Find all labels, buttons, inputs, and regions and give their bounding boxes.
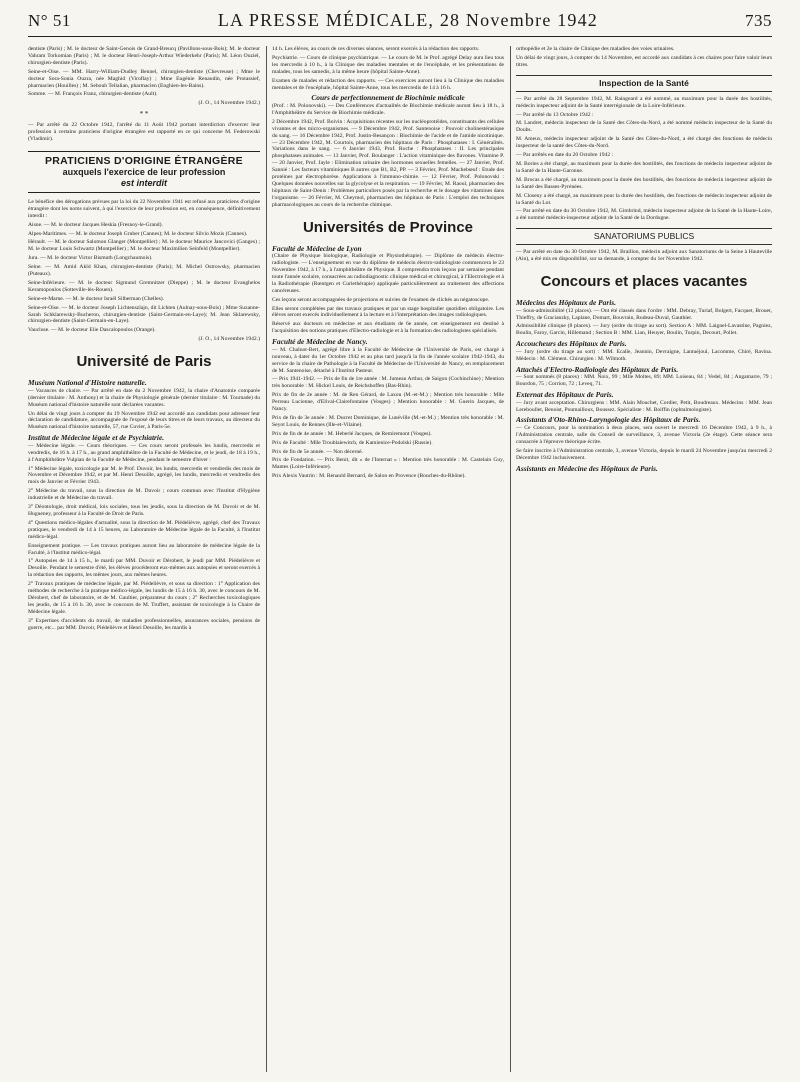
- paragraph: — Par arrêté en date du 30 Octobre 1942, M. Braillon, médecin adjoint aux Sanatoriums de la Seine à Hauteville (Ain), a été mis en disponibilité, sur sa demande, à compter du 1er Novembre 1942.: [516, 249, 772, 263]
- paragraph: Prix de fin de 2e année : M. de Ren Gérard, de Laxou (M.-et-M.) ; Mention très honorable : Mlle Perreau Lucienne, d'Elival-Clairefontaine (Vosges) ; Mention honorable : M. Guerin Jacques, de Nancy.: [272, 392, 504, 413]
- paragraph: — Sous-admissibilité (12 places). — Ont été classés dans l'ordre : MM. Debray, Turiaf, Bolgert, Facquet, Brouet, Thieffry, de Gracianzky, Laplane, Domart, Bouvrain, Rudeau-Duval, Gauthier.: [516, 307, 772, 321]
- subsection-heading: Attachés d'Electro-Radiologie des Hôpitaux de Paris.: [516, 364, 679, 374]
- paragraph: 2° Travaux pratiques de médecine légale, par M. Piédelièvre, et sous sa direction : 1° Application des méthodes de recherche à la pratique médico-légale, les lundis de 15 à 16 h. 30, avec le concours de M. Dérobert, chef de laboratoire, et de M. Gaultier, préparateur du cours ; 2° Recherches toxicologiques les jeudis, de 15 à 16 h. 30, avec le concours de M. Truffert, assistant de toxicologie à la Chaire de Médecine légale.: [28, 581, 260, 615]
- paragraph: Prix de Faculté : Mlle Troublaiewitch, de Kamienice-Podolski (Russie).: [272, 439, 433, 446]
- paragraph: M. Closeny a été chargé, au maximum pour la durée des hostilités, des fonctions de médecin inspecteur adjoint de la Santé du Lot.: [516, 192, 772, 206]
- subsection-heading: Assistants en Médecine des Hôpitaux de Paris.: [516, 463, 658, 473]
- paragraph: — Par arrêté en date du 30 Octobre 1942, M. Gimbrind, médecin inspecteur adjoint de la Santé de la Haute-Loire, a été nommé médecin-inspecteur adjoint de la Santé de la Dordogne.: [516, 208, 772, 222]
- paragraph: Se faire inscrire à l'Administration centrale, 3, avenue Victoria, depuis le mardi 24 Novembre jusqu'au mercredi 2 Décembre 1942 inclusivement.: [516, 447, 772, 461]
- paragraph: orthopédie et 2e la chaire de Clinique des maladies des voies urinaires.: [516, 46, 675, 52]
- paragraph: Seine-et-Oise. — M. le docteur Joseph Lichtenszlajn, dit Lichten (Aulnay-sous-Bois) ; Mme Suzanne-Sarah Schklarewsky-Bucheron, chirurgien-dentiste (Saint-Germain-en-Laye); M. Jean Sklarewsky, chirurgien-dentiste (Saint-Germain-en-Laye).: [28, 304, 260, 325]
- paragraph: Prix de Fondation. — Prix Benit, dit « de l'Internat » : Mention très honorable : M. Castelain Guy, Mantes (Loire-Inférieure).: [272, 457, 504, 471]
- column-right: [516, 46, 772, 1072]
- paragraph: dentiste (Paris) ; M. le docteur de Saint-Genois de Grand-Breucq (Pavillons-sous-Bois); M. le docteur Vahram Torkomian (Paris) ; M. le docteur Henri-Joseph-Arthur Wiederkehr (Paris); M. Léon Ouziel, chirurgien-dentiste (Paris).: [28, 46, 260, 66]
- paragraph: (Prof. : M. Polonovski). — Des Conférences d'actualités de Biochimie médicale auront lieu à 18 h., à l'Amphithéâtre du Service de Biochimie médicale.: [272, 103, 504, 116]
- separator-stars: * *: [139, 110, 149, 119]
- paragraph: — Jury (ordre du tirage au sort) : MM. Ecalle, Jeannin, Devraigne, Lantuéjoul, Lacomme, Chiré, Ravina. Médecin : M. Clément. Chirurgien : M. Wilmoth.: [516, 348, 772, 362]
- paragraph: — Sont nommés (8 places) : MM. Noix, 99 ; Mlle Moltes, 89; MM. Loiseau, 84 ; Vedel, 84 ; Angamarre, 79 ; Bourdon, 75 ; Corrion, 72 ; Leveq, 71.: [516, 374, 772, 388]
- paragraph: Le bénéfice des dérogations prévues par la loi du 22 Novembre 1941 est refusé aux praticiens d'origine étrangère dont les noms suivent, à qui l'exercice de leur profession est, en conséquence, définitivement interdit :: [28, 198, 260, 219]
- paragraph: 2 Décembre 1942, Prof. Boivin : Acquisitions récentes sur les nucléoprotéides, constituants des cellules vivantes et des micro-organismes. — 9 Décembre 1942, Prof. Santenoise : Pouvoir cholinestérasique du sang. — 16 Décembre 1942, Prof. Justin-Besançon : Biochimie de l'acide et de l'amide nicotinique. — 23 Décembre 1942, M. Courtois, pharmacien des hôpitaux de Paris : Phosphatases : I. Généralités. Variations dans le sang. — 6 Janvier 1943, Prof. Roche : Phosphatases : II. Les principales phosphatases animales. — 13 Janvier, Prof. Boulanger : L'action vitaminique des flavones. Vitamine P. — 20 Janvier, Prof. Jayle : Elimination urinaire des hormones sexuelles femelles. — 27 Janvier, Prof. Sannié : Les facteurs vitaminiques B autres que B1, B2, PP. — 3 Février, Prof. Machebœuf : Etude des protéines par électrophorèse. Applications à l'immuno-chimie. — 12 Février, Prof. Polonovski : Quelques données nouvelles sur la glycolyse et la respiration. — 19 Février, M. Raoul, pharmacien des hôpitaux de Saint-Denis : Problèmes particuliers posés par la recherche et le dosage des vitamines dans l'organisme. — 26 Février, M. Cheymol, pharmacien des hôpitaux de Paris : L'emploi des techniques pharmacologiques au cours de la recherche chimique.: [272, 118, 504, 208]
- column-middle: [272, 46, 504, 1072]
- paragraph: Elles seront complétées par des travaux pratiques et par un stage hospitalier quotidien obligatoire. Les élèves seront exercés individuellement à la lecture et à l'interprétation des images radiologiques.: [272, 305, 504, 319]
- paragraph: Hérault. — M. le docteur Salomon Glanger (Montpellier) ; M. le docteur Maurice Jancovici (Ganges) ; M. le docteur Louis Schwartz (Montpellier) ; M. le docteur Maximilien Seinfeld (Montpellier).: [28, 239, 260, 253]
- paragraph: Examen de malades et rédaction des rapports. — Ces exercices auront lieu à la Clinique des maladies mentales et de l'encéphale, hôpital Sainte-Anne, tous les mercredis de 14 à 16 h.: [272, 77, 504, 91]
- section-banner: [28, 151, 260, 193]
- paragraph: Jura. — M. le docteur Victor Bismuth (Longchaumois).: [28, 255, 153, 262]
- paragraph: 1° Médecine légale, toxicologie par M. le Prof. Duvoir, les lundis, mercredis et vendredis des mois de Novembre et Décembre 1942, et par M. Henri Desoille, agrégé, les lundis, mercredis et vendredis des mois de Janvier et Février 1943.: [28, 465, 260, 486]
- paragraph: 3° Déontologie, droit médical, lois sociales, tous les jeudis, sous la direction de M. Duvoir et de M. Hugueney, professeur à la Faculté de Droit de Paris.: [28, 504, 260, 517]
- paragraph: 1° Autopsies de 14 à 15 h., le mardi par MM. Duvoir et Dérobert, le jeudi par MM. Piédelièvre et Desoille. Pendant le semestre d'été, les élèves procéderont eux-mêmes aux autopsies et seront exercés à la rédaction des rapports, les mêmes jours, aux mêmes heures.: [28, 558, 260, 579]
- paragraph: M. Landret, médecin inspecteur de la Santé des Côtes-du-Nord, a été nommé médecin inspecteur de la Santé du Doubs.: [516, 120, 772, 134]
- paragraph: Seine-et-Oise. — MM. Harry-William-Dudley Bennel, chirurgien-dentiste (Chevreuse) ; Mme le docteur Sora-Sonia Ouzra, née Maghid (Viroflay) ; Mme Eugénie Renaudin, née Protassief, pharmacien (Houilles) ; M. Sebouh Tellalian, pharmacien (Enghien-les-Bains).: [28, 68, 260, 89]
- paragraph: Aisne. — M. le docteur Jacques Heskia (Fresnoy-le-Grand).: [28, 221, 163, 228]
- paragraph: — Par arrêté du 22 Octobre 1942, l'arrêté du 11 Août 1942 portant interdiction d'exercer leur profession à certains praticiens d'origine étrangère est rapporté en ce qui concerne M. Federowski (Vladimir).: [28, 122, 260, 142]
- paragraph: 4° Questions médico-légales d'actualité, sous la direction de M. Piédelièvre, agrégé, chef des Travaux pratiques, le vendredi de 14 à 15 heures, au Laboratoire de Médecine légale de la Faculté, à l'Institut médico-légal.: [28, 519, 260, 540]
- paragraph: Prix de fin de 4e année : M. Heberlé Jacques, de Remiremont (Vosges).: [272, 430, 432, 437]
- paragraph: — Ce Concours, pour la nomination à deux places, sera ouvert le mercredi 16 Décembre 1942, à 9 h., à l'Administration centrale, salle du Conseil de surveillance, 3, avenue Victoria (2e étage). Cette séance sera consacrée à l'épreuve théorique écrite.: [516, 425, 772, 445]
- paragraph: Seine-Inférieure. — M. le docteur Sigmund Gremnitzer (Dieppe) ; M. le docteur Evanghelos Keramopoulos (Sotteville-lès-Rouen).: [28, 279, 260, 293]
- source-line: (J. O., 14 Novembre 1942.): [198, 336, 260, 343]
- paragraph: Seine. — M. Amid Akld Khan, chirurgien-dentiste (Paris); M. Michel Ostrowsky, pharmacien (Puteaux).: [28, 264, 260, 278]
- banner-subtitle: auxquels l'exercice de leur profession: [62, 166, 226, 177]
- paragraph: Prix Alexis Vautrin : M. Renauld Bernard, de Salon en Provence (Bouches-du-Rhône).: [272, 473, 466, 480]
- running-header: [28, 10, 772, 37]
- paragraph: Somme. — M. François Franz, chirurgien-dentiste (Ault).: [28, 91, 158, 98]
- paragraph: — Médecine légale. — Cours théoriques. — Ces cours seront professés les lundis, mercredis et vendredis, de 16 h. à 17 h., au grand amphithéâtre de la Faculté de Médecine, et le jeudi, de 18 à 19 h., à l'Amphithéâtre Vulpian de la Faculté de Médecine, pendant le semestre d'hiver :: [28, 442, 260, 463]
- column-left: [28, 46, 260, 1072]
- journal-title: LA PRESSE MÉDICALE, 28 Novembre 1942: [217, 10, 599, 30]
- paragraph: 2° Médecine du travail, sous la direction de M. Duvoir ; cours commun avec l'Institut d'Hygiène industrielle et de Médecine du travail.: [28, 488, 260, 502]
- paragraph: — Jury avant acceptation. Chirurgiens : MM. Alain Mouchet, Cordier, Petit, Boudreaux. Médecins : MM. Jean Lereboullet, Benoist, Poumailloux, Boussez. Spécialiste : M. Boiffin (ophtalmologiste).: [516, 399, 772, 413]
- paragraph: — Vacances de chaire. — Par arrêté en date du 2 Novembre 1942, la chaire d'Anatomie comparée (dernier titulaire : M. Anthony) et la chaire de Physiologie générale (dernier titulaire : M. Tournade) du Muséum national d'histoire naturelle sont déclarées vacantes.: [28, 387, 260, 408]
- subsection-heading: Externat des Hôpitaux de Paris.: [516, 390, 614, 400]
- issue-number: N° 51: [28, 11, 71, 30]
- section-heading: Universités de Province: [302, 218, 474, 236]
- subsection-heading: Muséum National d'Histoire naturelle.: [28, 378, 147, 388]
- paragraph: M. Brocas a été chargé, au maximum pour la durée des hostilités, des fonctions de médecin inspecteur adjoint de la Santé des Basses-Pyrénées.: [516, 176, 772, 190]
- subsection-heading: Assistants d'Oto-Rhino-Laryngologie des Hôpitaux de Paris.: [516, 415, 701, 425]
- source-line: (J. O., 14 Novembre 1942.): [198, 100, 260, 107]
- column-rule: [266, 46, 267, 1072]
- paragraph: — M. Chalnot-Bert, agrégé libre à la Faculté de Médecine de l'Université de Paris, est chargé à nouveau, à dater du 1er Octobre 1942 et au plus tard jusqu'à la fin de l'année scolaire 1942-1943, du service de la chaire de Pathologie à la Faculté de Médecine de l'Université de Nancy, en remplacement de M. Santenoise, détaché à l'Institut Pasteur.: [272, 346, 504, 374]
- section-heading: Concours et places vacantes: [540, 273, 748, 291]
- page-folio: 735: [745, 11, 772, 30]
- paragraph: 14 h. Les élèves, au cours de ces diverses séances, seront exercés à la rédaction des rapports.: [272, 46, 480, 52]
- subsection-heading: Cours de perfectionnement de Biochimie médicale: [311, 93, 465, 103]
- subsection-heading: Faculté de Médecine de Nancy.: [272, 337, 368, 347]
- paragraph: — Prix 1941-1942. — Prix de fin de 1re année : M. Jumeau Arthur, de Saigon (Cochinchine) ; Mention très honorable : M. Hickel Louis, de Reichshoffen (Bas-Rhin).: [272, 376, 504, 390]
- section-banner: Inspection de la Santé: [516, 75, 772, 92]
- paragraph: 3° Expertises d'accidents du travail, de maladies professionnelles, assurances sociales, pensions de guerre, etc... par MM. Duvoir, Piédelièvre et Henri Desoille, les mardis à: [28, 617, 260, 631]
- paragraph: Prix de fin de 3e année : M. Ducret Dominique, de Lunéville (M.-et-M.) ; Mention très honorable : M. Seyot Louis, de Rennes (Ille-et-Vilaine).: [272, 414, 504, 428]
- subsection-heading: Accoucheurs des Hôpitaux de Paris.: [516, 339, 627, 349]
- paragraph: Vaucluse. — M. le docteur Elie Dascalopoulos (Orange).: [28, 327, 156, 334]
- banner-subtitle: est interdit: [120, 177, 167, 188]
- subsection-heading: Institut de Médecine légale et de Psychiatrie.: [28, 433, 165, 443]
- paragraph: M. Bories a été chargé, au maximum pour la durée des hostilités, des fonctions de médecin inspecteur adjoint de la Santé de la Haute-Garonne.: [516, 160, 772, 174]
- paragraph: (Chaire de Physique biologique, Radiologie et Physiothérapie). — Diplôme de médecin électro-radiologiste. — L'enseignement en vue du diplôme de médecin électro-radiologiste commencera le 23 Novembre 1942, à 17 h., à l'amphithéâtre de Physique. Il comprendra trois leçons par semaine pendant toute l'année scolaire, consacrées au radiodiagnostic clinique médical et chirurgical, à l'Electrologie et à la Radiothérapie (Rœntgen et Curiethérapie) appliquée particulièrement au traitement des affections cancéreuses.: [272, 253, 504, 294]
- paragraph: Alpes-Maritimes. — M. le docteur Joseph Gruber (Cannes); M. le docteur Silvio Mozis (Cannes).: [28, 230, 248, 237]
- banner-title: PRATICIENS D'ORIGINE ÉTRANGÈRE: [45, 154, 243, 167]
- paragraph: Un délai de vingt jours à compter du 19 Novembre 1942 est accordé aux candidats pour adresser leur déclaration de candidature, accompagnée de l'exposé de leurs titres et de leurs travaux, au directeur du Muséum national d'histoire naturelle, 57, rue Cuvier, à Paris-5e.: [28, 410, 260, 431]
- subsection-heading: Faculté de Médecine de Lyon: [272, 243, 362, 253]
- paragraph: Admissibilité clinique (8 places). — Jury (ordre du tirage au sort). Section A : MM. Laignel-Lavastine, Pagniez, Boulin, Faroy, Garcin, Hillemand ; Section B : MM. Lian, Heuyer, Boulin, Turpin, Decourt, Pollet.: [516, 323, 772, 337]
- column-rule: [510, 46, 511, 1072]
- subsection-heading: Médecins des Hôpitaux de Paris.: [516, 298, 616, 308]
- paragraph: Psychiatrie. — Cours de clinique psychiatrique. — Le cours de M. le Prof. agrégé Delay aura lieu tous les mercredis à 10 h., à la Clinique des maladies mentales et de l'encéphale, et les présentations de malades, tous les samedis, à la même heure (hôpital Sainte-Anne).: [272, 54, 504, 75]
- paragraph: — Par arrêté du 28 Septembre 1942, M. Raingeard a été nommé, au maximum pour la durée des hostilités, médecin inspecteur adjoint de la Santé interrégionale de la Loire-Inférieure.: [516, 95, 772, 109]
- paragraph: M. Ameux, médecin inspecteur adjoint de la Santé des Côtes-du-Nord, a été chargé des fonctions de médecin inspecteur de la santé des Côtes-du-Nord.: [516, 136, 772, 150]
- paragraph: — Par arrêtés en date du 20 Octobre 1942 :: [516, 152, 614, 159]
- paragraph: Seine-et-Marne. — M. le docteur Israël Silberman (Chelles).: [28, 295, 165, 302]
- paragraph: Réservé aux docteurs en médecine et aux étudiants de 6e année, cet enseignement est destiné à l'acquisition des notions pratiques d'Electro-radiologie et à la formation des radiologistes spécialisés.: [272, 321, 504, 335]
- paragraph: Ces leçons seront accompagnées de projections et suivies de l'examen de clichés au négatoscope.: [272, 296, 490, 303]
- paragraph: Un délai de vingt jours, à compter du 14 Novembre, est accordé aux candidats à ces chaires pour faire valoir leurs titres.: [516, 54, 772, 68]
- paragraph: Prix de fin de 5e année. — Non décerné.: [272, 448, 364, 455]
- paragraph: Enseignement pratique. — Les travaux pratiques auront lieu au laboratoire de médecine légale de la Faculté, à l'Institut médico-légal.: [28, 542, 260, 556]
- paragraph: — Par arrêté du 13 Octobre 1942 :: [516, 111, 594, 118]
- section-banner: SANATORIUMS PUBLICS: [516, 228, 772, 245]
- section-heading: Université de Paris: [76, 353, 212, 371]
